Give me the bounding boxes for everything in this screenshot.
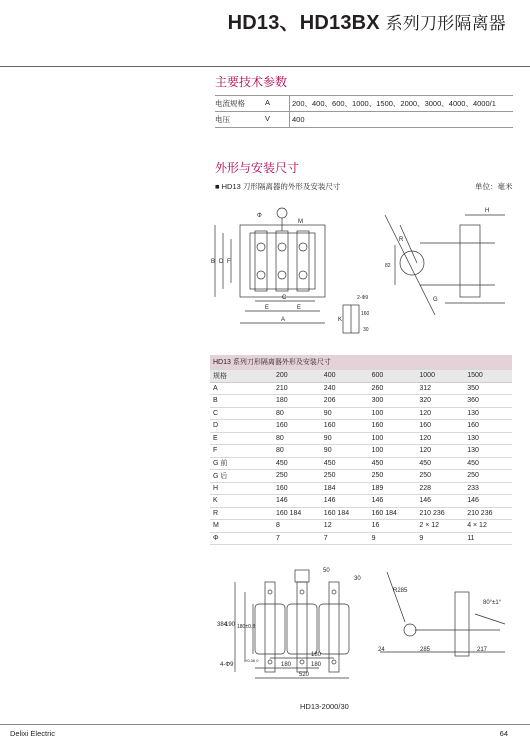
table-cell: 2 × 12: [416, 520, 464, 533]
table-cell: 146: [321, 495, 369, 508]
table-row: [210, 432, 512, 445]
table-cell: 210 236: [464, 507, 512, 520]
table-cell: 90: [321, 445, 369, 458]
table-row: [210, 470, 512, 483]
table-row: [210, 395, 512, 408]
table-cell: 146: [416, 495, 464, 508]
label-r285: R285: [393, 588, 408, 594]
table-cell: 160: [464, 420, 512, 433]
table-cell: 260: [369, 382, 417, 395]
table-cell: K: [210, 495, 273, 508]
table-cell: 450: [369, 457, 417, 470]
table-row: [210, 507, 512, 520]
side-pivot: [400, 251, 424, 275]
label-24: 24: [378, 647, 385, 653]
dimension-table: [210, 355, 512, 545]
table-cell: 4 × 12: [464, 520, 512, 533]
table-row: [210, 445, 512, 458]
label-50: 50: [323, 568, 330, 574]
table-cell: 7: [273, 532, 321, 545]
table-cell: 320: [416, 395, 464, 408]
table-cell: 180: [273, 395, 321, 408]
table-cell: 184: [321, 482, 369, 495]
col-header: 1500: [464, 369, 512, 382]
model-label: HD13-2000/30: [300, 702, 349, 711]
label-384: 384: [217, 622, 228, 628]
table-cell: 100: [369, 407, 417, 420]
table-cell: 120: [416, 407, 464, 420]
label-82: 82: [385, 263, 391, 269]
footer-divider: [0, 724, 530, 725]
table-cell: 450: [321, 457, 369, 470]
table-cell: 130: [464, 407, 512, 420]
table-cell: 8: [273, 520, 321, 533]
hd13-2000-drawing: [215, 562, 515, 697]
table-cell: 146: [369, 495, 417, 508]
table-cell: 120: [416, 432, 464, 445]
table-cell: 250: [369, 470, 417, 483]
table-row: [210, 532, 512, 545]
label-b: B: [211, 259, 216, 265]
side-base: [455, 592, 469, 656]
label-c: C: [282, 295, 287, 301]
table-cell: 90: [321, 432, 369, 445]
table-cell: 7: [321, 532, 369, 545]
table-cell: G 后: [210, 470, 273, 483]
footer-brand: Delixi Electric: [10, 729, 56, 738]
side-blade: [387, 572, 405, 622]
table-cell: 160: [369, 420, 417, 433]
label-2phi9: 2-Φ9: [357, 295, 369, 301]
hd13-outline-drawing: [205, 195, 515, 345]
table-cell: 11: [464, 532, 512, 545]
spec-unit: V: [265, 114, 271, 123]
label-180-tol: 180±0.8: [237, 624, 256, 630]
label-e1: E: [265, 305, 270, 311]
label-30: 30: [354, 576, 361, 582]
spec-unit: A: [265, 98, 271, 107]
table-cell: 250: [321, 470, 369, 483]
col-header: 200: [273, 369, 321, 382]
table-cell: 90: [321, 407, 369, 420]
label-190: 190: [225, 622, 236, 628]
spec-value: 400: [289, 112, 513, 127]
table-cell: 450: [464, 457, 512, 470]
label-h: H: [485, 208, 490, 214]
label-217: 217: [477, 647, 488, 653]
table-cell: 228: [416, 482, 464, 495]
table-cell: 80: [273, 407, 321, 420]
table-cell: D: [210, 420, 273, 433]
table-cell: A: [210, 382, 273, 395]
table-cell: 146: [464, 495, 512, 508]
side-blade: [385, 215, 435, 315]
table-cell: 130: [464, 445, 512, 458]
table-cell: 450: [416, 457, 464, 470]
table-cell: 100: [369, 432, 417, 445]
label-e2: E: [297, 305, 302, 311]
table-cell: 130: [464, 432, 512, 445]
table-cell: 146: [273, 495, 321, 508]
table-cell: 160 184: [273, 507, 321, 520]
label-160: 160: [361, 311, 370, 317]
handle-knob: [277, 208, 287, 218]
table-cell: 120: [416, 445, 464, 458]
base-plate: [240, 225, 325, 297]
contact-columns: [255, 231, 309, 291]
label-d: D: [219, 259, 224, 265]
table-cell: 250: [464, 470, 512, 483]
label-180-b: 180: [311, 652, 322, 658]
col-header: 400: [321, 369, 369, 382]
table-cell: 312: [416, 382, 464, 395]
label-phi: Φ: [257, 213, 262, 219]
spec-value: 200、400、600、1000、1500、2000、3000、4000、4000/1: [289, 96, 513, 111]
table-cell: 160: [416, 420, 464, 433]
table-cell: 250: [273, 470, 321, 483]
table-row: [210, 495, 512, 508]
table-cell: 9: [416, 532, 464, 545]
table-cell: 250: [416, 470, 464, 483]
table-row: [210, 382, 512, 395]
table-cell: 9: [369, 532, 417, 545]
table-cell: 450: [273, 457, 321, 470]
table-cell: B: [210, 395, 273, 408]
spec-table: [215, 95, 513, 128]
table-cell: R: [210, 507, 273, 520]
handle-block: [295, 570, 309, 582]
label-g: G: [433, 297, 438, 303]
table-cell: 12: [321, 520, 369, 533]
label-4phi9: 4-Φ9: [220, 662, 234, 668]
spec-label: 电流规格: [215, 99, 245, 108]
bus-bars: [255, 582, 349, 672]
table-cell: 160: [273, 420, 321, 433]
label-a: A: [281, 317, 286, 323]
page-number: 64: [499, 729, 508, 738]
label-tolerance: +0.36 0: [245, 658, 259, 663]
table-cell: 160 184: [321, 507, 369, 520]
table-cell: 233: [464, 482, 512, 495]
table-cell: 210 236: [416, 507, 464, 520]
frame: [250, 233, 315, 289]
table-row: [210, 520, 512, 533]
table-cell: 16: [369, 520, 417, 533]
table-caption: HD13 系列刀形隔离器外形及安装尺寸: [210, 355, 512, 369]
col-header: 600: [369, 369, 417, 382]
table-cell: M: [210, 520, 273, 533]
table-cell: E: [210, 432, 273, 445]
table-row: [210, 407, 512, 420]
label-180-c: 180: [281, 662, 292, 668]
table-cell: Φ: [210, 532, 273, 545]
table-cell: 160: [273, 482, 321, 495]
table-cell: 210: [273, 382, 321, 395]
unit-note: 单位：毫米: [475, 182, 513, 191]
table-cell: F: [210, 445, 273, 458]
table-cell: 160 184: [369, 507, 417, 520]
figure-caption: ■ HD13 刀形隔离器的外形及安装尺寸: [215, 182, 341, 191]
table-cell: 189: [369, 482, 417, 495]
spec-row-voltage: [215, 111, 513, 128]
label-r: R: [399, 237, 404, 243]
table-cell: 350: [464, 382, 512, 395]
col-header: 1000: [416, 369, 464, 382]
table-cell: 160: [321, 420, 369, 433]
section-title-specs: 主要技术参数: [215, 75, 288, 89]
table-cell: H: [210, 482, 273, 495]
table-cell: 80: [273, 432, 321, 445]
table-row: [210, 420, 512, 433]
label-520: 520: [299, 672, 310, 678]
table-cell: 80: [273, 445, 321, 458]
table-cell: 100: [369, 445, 417, 458]
table-cell: C: [210, 407, 273, 420]
label-285: 285: [420, 647, 431, 653]
table-cell: G 前: [210, 457, 273, 470]
table-cell: 300: [369, 395, 417, 408]
label-180-d: 180: [311, 662, 322, 668]
label-30: 30: [363, 327, 369, 333]
spec-row-current: [215, 95, 513, 111]
header-divider: [0, 66, 530, 67]
spec-label: 电压: [215, 115, 230, 124]
label-f: F: [227, 259, 231, 265]
label-k: K: [338, 317, 343, 323]
table-cell: 360: [464, 395, 512, 408]
section-title-dimensions: 外形与安装尺寸: [215, 161, 300, 175]
side-base: [460, 225, 480, 297]
table-header-row: [210, 369, 512, 382]
table-row: [210, 457, 512, 470]
label-angle: 80°±1°: [483, 600, 502, 606]
page-title-series: 系列刀形隔离器: [385, 14, 506, 33]
table-cell: 240: [321, 382, 369, 395]
table-cell: 206: [321, 395, 369, 408]
page-title-model: HD13、HD13BX: [227, 12, 380, 34]
col-header: 规格: [210, 369, 273, 382]
page-title: [228, 6, 506, 35]
label-m: M: [298, 219, 303, 225]
table-row: [210, 482, 512, 495]
